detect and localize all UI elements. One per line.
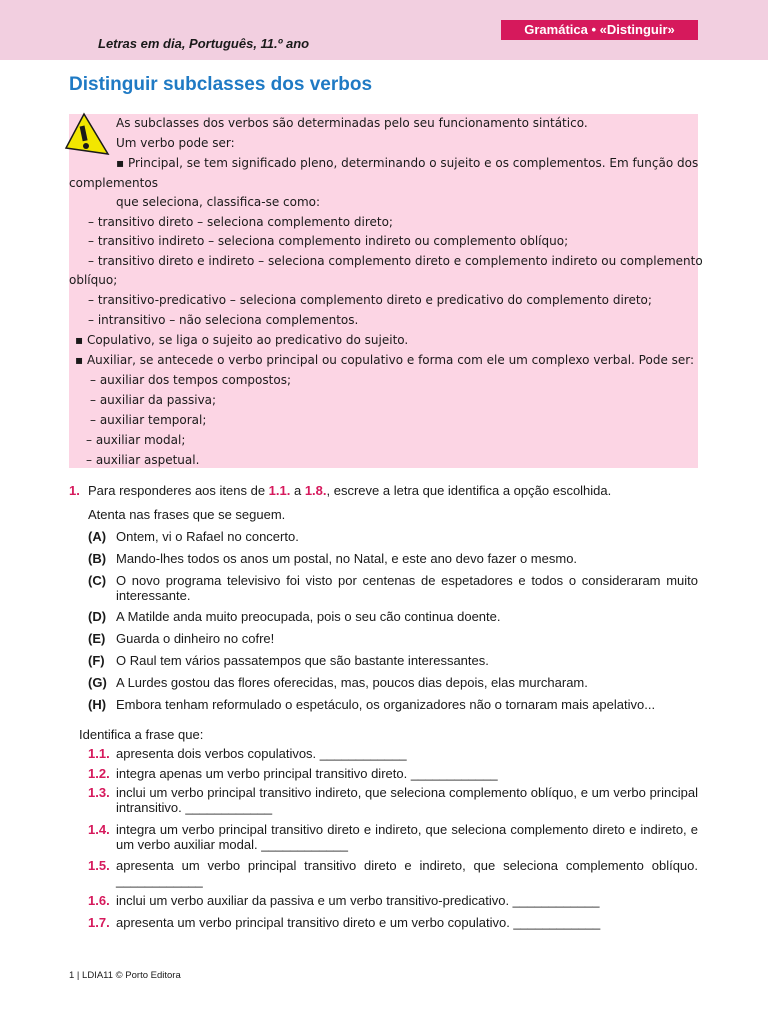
item-number: 1.2. <box>88 766 110 781</box>
option-letter: (G) <box>88 675 107 690</box>
item-number: 1.7. <box>88 915 110 930</box>
item-range-start: 1.1. <box>268 483 291 498</box>
option-letter: (H) <box>88 697 107 712</box>
info-line: – auxiliar aspetual. <box>86 453 200 467</box>
identify-label: Identifica a frase que: <box>79 727 204 742</box>
info-line: Um verbo pode ser: <box>116 136 235 150</box>
option-letter: (C) <box>88 573 107 588</box>
info-line: – transitivo indireto – seleciona complemento indireto ou complemento oblíquo; <box>88 234 569 248</box>
option-letter: (A) <box>88 529 107 544</box>
option-letter: (B) <box>88 551 107 566</box>
info-line: – auxiliar modal; <box>86 433 186 447</box>
item-text: inclui um verbo auxiliar da passiva e um verbo transitivo-predicativo. ____________ <box>116 893 600 908</box>
info-line: – transitivo direto e indireto – seleciona complemento direto e complemento indireto ou complemento <box>88 254 703 268</box>
question-intro <box>88 483 698 498</box>
question-instruction: Atenta nas frases que se seguem. <box>88 507 286 522</box>
item-number: 1.4. <box>88 822 110 837</box>
option-text: O novo programa televisivo foi visto por centenas de espetadores e todos o consideraram muito interessante. <box>116 573 698 603</box>
info-line: complementos <box>69 176 158 190</box>
option-text: A Matilde anda muito preocupada, pois o seu cão continua doente. <box>116 609 501 624</box>
question-intro-text: , escreve a letra que identifica a opção escolhida. <box>326 483 612 498</box>
item-range-end: 1.8. <box>304 483 327 498</box>
item-text: apresenta dois verbos copulativos. ____________ <box>116 746 407 761</box>
info-line: – transitivo direto – seleciona complemento direto; <box>88 215 393 229</box>
book-title: Letras em dia, Português, 11.º ano <box>98 36 310 51</box>
item-text: apresenta um verbo principal transitivo direto e um verbo copulativo. ____________ <box>116 915 601 930</box>
option-letter: (F) <box>88 653 105 668</box>
info-line: ▪ Principal, se tem significado pleno, determinando o sujeito e os complementos. Em função dos <box>116 156 699 170</box>
item-number: 1.6. <box>88 893 110 908</box>
info-line: que seleciona, classifica-se como: <box>116 195 321 209</box>
item-text: inclui um verbo principal transitivo indireto, que seleciona complemento oblíquo, e um verbo principal intransitivo. ____________ <box>116 785 698 815</box>
option-text: Embora tenham reformulado o espetáculo, os organizadores não o tornaram mais apelativo... <box>116 697 656 712</box>
info-line: – intransitivo – não seleciona complementos. <box>88 313 359 327</box>
info-line: – auxiliar dos tempos compostos; <box>90 373 291 387</box>
section-badge: Gramática • «Distinguir» <box>501 20 698 40</box>
question-intro-text: Para responderes aos itens de <box>88 483 269 498</box>
info-line: oblíquo; <box>69 273 118 287</box>
option-letter: (D) <box>88 609 107 624</box>
question-intro-text: a <box>290 483 305 498</box>
page-footer: 1 | LDIA11 © Porto Editora <box>69 970 181 981</box>
item-text: integra apenas um verbo principal transitivo direto. ____________ <box>116 766 498 781</box>
option-text: O Raul tem vários passatempos que são bastante interessantes. <box>116 653 489 668</box>
item-text: integra um verbo principal transitivo direto e indireto, que seleciona complemento direto e indireto, e um verbo auxiliar modal. ____________ <box>116 822 698 852</box>
option-text: Guarda o dinheiro no cofre! <box>116 631 275 646</box>
option-letter: (E) <box>88 631 106 646</box>
info-line: – transitivo-predicativo – seleciona complemento direto e predicativo do complemento direto; <box>88 293 652 307</box>
info-line: – auxiliar da passiva; <box>90 393 217 407</box>
info-line: ▪ Auxiliar, se antecede o verbo principal ou copulativo e forma com ele um complexo verbal. Pode ser: <box>75 353 695 367</box>
page-title: Distinguir subclasses dos verbos <box>69 74 373 95</box>
option-text: A Lurdes gostou das flores oferecidas, mas, poucos dias depois, elas murcharam. <box>116 675 588 690</box>
item-text: apresenta um verbo principal transitivo direto e indireto, que seleciona complemento oblíquo. ____________ <box>116 858 698 888</box>
info-line: – auxiliar temporal; <box>90 413 207 427</box>
option-text: Mando-lhes todos os anos um postal, no Natal, e este ano devo fazer o mesmo. <box>116 551 578 566</box>
item-number: 1.1. <box>88 746 110 761</box>
item-number: 1.3. <box>88 785 110 800</box>
info-line: ▪ Copulativo, se liga o sujeito ao predicativo do sujeito. <box>75 333 409 347</box>
info-line: As subclasses dos verbos são determinadas pelo seu funcionamento sintático. <box>116 116 588 130</box>
item-number: 1.5. <box>88 858 110 873</box>
question-number: 1. <box>69 483 80 498</box>
option-text: Ontem, vi o Rafael no concerto. <box>116 529 299 544</box>
